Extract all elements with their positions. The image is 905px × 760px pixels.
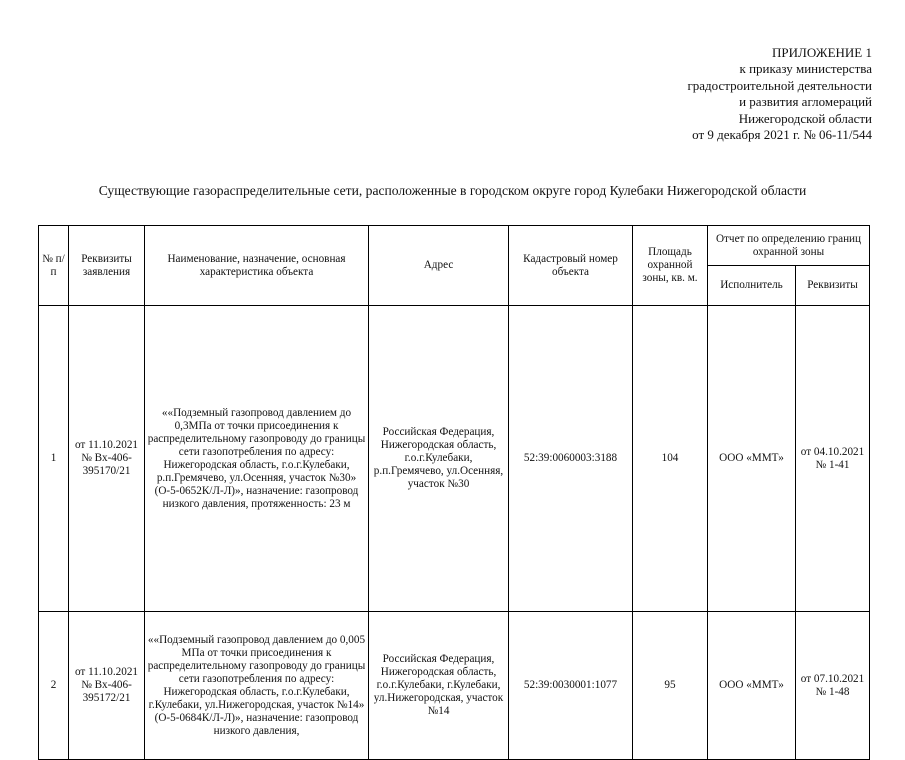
col-header-area: Площадь охранной зоны, кв. м. (633, 226, 708, 306)
object-address: Российская Федерация, Нижегородская область, г.о.г.Кулебаки, г.Кулебаки, ул.Нижегородская, участок №14 (369, 612, 509, 760)
region-line: Нижегородской области (738, 110, 872, 126)
order-ref-line: к приказу министерства (739, 61, 872, 77)
object-description (145, 306, 369, 612)
col-header-details: Реквизиты (796, 266, 870, 306)
ministry-line-2: и развития агломераций (739, 94, 872, 110)
object-address: Российская Федерация, Нижегородская область, г.о.г.Кулебаки, р.п.Гремячево, ул.Осенняя, участок №30 (369, 306, 509, 612)
col-header-name: Наименование, назначение, основная характеристика объекта (145, 226, 369, 306)
executor: ООО «ММТ» (708, 612, 796, 760)
request-details: от 11.10.2021 № Вх-406-395170/21 (69, 306, 145, 612)
col-header-cadastral: Кадастровый номер объекта (509, 226, 633, 306)
document-title: Существующие газораспределительные сети, расположенные в городском округе город Кулебаки Нижегородской области (98, 183, 807, 198)
appendix-label: ПРИЛОЖЕНИЕ 1 (772, 45, 872, 60)
report-details: от 07.10.2021 № 1-48 (796, 612, 870, 760)
col-header-report: Отчет по определению границ охранной зоны (708, 226, 870, 266)
request-details: от 11.10.2021 № Вх-406-395172/21 (69, 612, 145, 760)
zone-area: 95 (633, 612, 708, 760)
col-header-num: № п/п (39, 226, 69, 306)
object-description-text: ««Подземный газопровод давлением до 0,3МПа от точки присоединения к распределительному газопроводу до границы сети газопотребления по адресу: Нижегородская область, г.о.г.Кулебаки, р.п.Гремячево, ул.Осенняя, участок №30» (О-5-0652К/Л-Л)», назначение: газопровод низкого давления, протяженность: 23 м (147, 406, 366, 510)
table-row (39, 306, 870, 612)
zone-area: 104 (633, 306, 708, 612)
table-row (39, 612, 870, 760)
row-number: 1 (39, 306, 69, 612)
appendix-header (687, 45, 872, 143)
header-row-1 (39, 226, 870, 266)
report-details: от 04.10.2021 № 1-41 (796, 306, 870, 612)
object-description-text: ««Подземный газопровод давлением до 0,005 МПа от точки присоединения к распределительному газопроводу до границы сети газопотребления по адресу: Нижегородская область, г.о.г.Кулебаки, г.Кулебаки, ул.Нижегородская, участок №14» (О-5-0684К/Л-Л)», назначение: газопровод низкого давления, (147, 633, 366, 737)
gas-network-table (38, 225, 870, 760)
cadastral-number: 52:39:0060003:3188 (509, 306, 633, 612)
col-header-request: Реквизиты заявления (69, 226, 145, 306)
col-header-executor: Исполнитель (708, 266, 796, 306)
cadastral-number: 52:39:0030001:1077 (509, 612, 633, 760)
ministry-line: градостроительной деятельности (687, 77, 872, 93)
row-number: 2 (39, 612, 69, 760)
col-header-address: Адрес (369, 226, 509, 306)
object-description (145, 612, 369, 760)
order-date-line: от 9 декабря 2021 г. № 06-11/544 (692, 127, 872, 143)
executor: ООО «ММТ» (708, 306, 796, 612)
